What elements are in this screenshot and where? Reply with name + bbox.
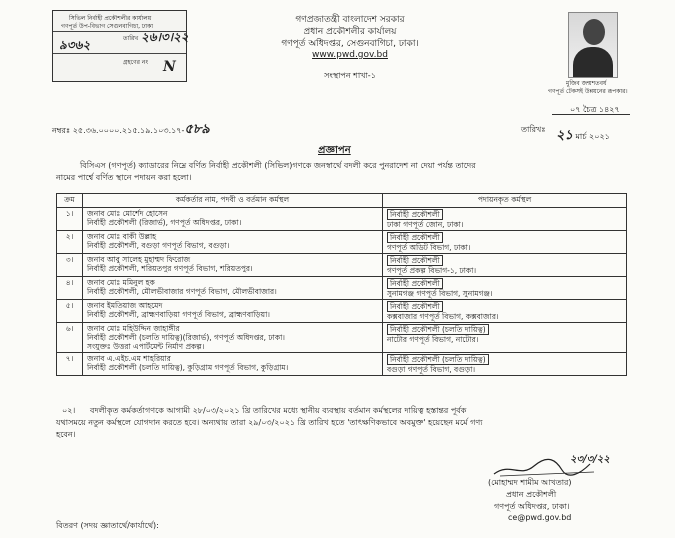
posting-place: কক্সবাজার গণপূর্ত বিভাগ, কক্সবাজার। xyxy=(387,312,499,321)
stamp-receipt-label: গ্রহণের নং xyxy=(123,59,149,66)
notice-title: প্রজ্ঞাপন xyxy=(318,145,351,156)
row-officer xyxy=(83,231,383,254)
para2-line2: যথাসময়ে নতুন কর্মস্থলে যোগদান করতে হবে। অন্যথায় তারা ২৯/০৩/২০২১ খ্রি তারিখ হতে 'তাৎক্ষণিকভাবে অবমুক্ত' হয়েছেন মর্মে গণ্য xyxy=(56,418,483,427)
posting-place: গণপূর্ত অডিট বিভাগ, ঢাকা। xyxy=(387,243,471,252)
row-officer xyxy=(83,300,383,323)
header-section: সংস্থাপন শাখা-১ xyxy=(324,71,376,80)
table-row xyxy=(57,254,627,277)
officer-name: জনাব ইমতিয়াজ আহমেদ xyxy=(87,301,163,310)
date-english: ২১ মার্চ ২০২১ xyxy=(556,128,610,143)
row-sl: ৪। xyxy=(57,277,83,300)
distribution-label: বিতরণ (সদয় জ্ঞাতার্থে/কার্যার্থে): xyxy=(56,521,159,530)
posting-place: ঢাকা গণপূর্ত জোন, ঢাকা। xyxy=(387,220,464,229)
row-officer xyxy=(83,208,383,231)
row-sl: ১। xyxy=(57,208,83,231)
col-header-posting: পদায়নকৃত কর্মস্থল xyxy=(383,194,627,208)
officer-name: জনাব মোঃ মোর্শেদ হোসেন xyxy=(87,209,168,218)
row-posting xyxy=(383,353,627,376)
row-posting xyxy=(383,323,627,353)
header-office: প্রধান প্রকৌশলীর কার্যালয় xyxy=(303,27,397,37)
row-posting xyxy=(383,208,627,231)
table-row xyxy=(57,353,627,376)
intro-line2: নামের পার্শ্বে বর্ণিত স্থানে পদায়ন করা হলো। xyxy=(56,173,192,182)
posting-place: সুনামগঞ্জ গণপূর্ত বিভাগ, সুনামগঞ্জ। xyxy=(387,289,493,298)
receipt-stamp xyxy=(52,10,187,82)
officer-name: জনাব এ.এইচ.এম শাহরিয়ার xyxy=(87,354,171,363)
header-website: www.pwd.gov.bd xyxy=(312,50,388,60)
row-posting xyxy=(383,300,627,323)
signature-date: ২৩/৩/২২ xyxy=(570,454,610,465)
row-posting xyxy=(383,231,627,254)
row-officer xyxy=(83,323,383,353)
officer-current-post: নির্বাহী প্রকৌশলী, শরিয়তপুর গণপূর্ত বিভাগ, শরিয়তপুর। xyxy=(87,264,253,273)
officer-current-post: নির্বাহী প্রকৌশলী (চলতি দায়িত্ব), কুড়িগ্রাম গণপূর্ত বিভাগ, কুড়িগ্রাম। xyxy=(87,363,289,372)
row-sl: ৬। xyxy=(57,323,83,353)
table-row xyxy=(57,208,627,231)
table-row xyxy=(57,277,627,300)
transfer-table xyxy=(56,193,627,376)
officer-name: জনাব মোঃ মমিনুল হক xyxy=(87,278,155,287)
para2-line1: বদলীকৃত কর্মকর্তাগণকে আগামী ২৮/০৩/২০২১ খ্রি তারিখের মধ্যে স্থানীয় ব্যবস্থায় বর্তমান কর্মস্থলের দায়িত্ব হস্তান্তর পূর্বক xyxy=(90,406,467,415)
row-sl: ৩। xyxy=(57,254,83,277)
header-govt: গণপ্রজাতন্ত্রী বাংলাদেশ সরকার xyxy=(295,15,405,25)
row-sl: ৫। xyxy=(57,300,83,323)
signatory-email: ce@pwd.gov.bd xyxy=(508,513,572,522)
stamp-office-line1: সিভিল নির্বাহী প্রকৌশলীর কার্যালয় xyxy=(69,15,152,22)
posting-title: নির্বাহী প্রকৌশলী (চলতি দায়িত্ব) xyxy=(387,324,489,335)
posting-title: নির্বাহী প্রকৌশলী xyxy=(387,301,443,312)
row-officer xyxy=(83,353,383,376)
officer-current-post: নির্বাহী প্রকৌশলী (রিজার্ভ), গণপূর্ত অধিদপ্তর, ঢাকা। xyxy=(87,218,242,227)
emblem-caption2: গণপূর্ত টেকসই উন্নয়নের রূপকার। xyxy=(548,88,628,95)
header-address: গণপূর্ত অধিদপ্তর, সেগুনবাগিচা, ঢাকা। xyxy=(281,39,419,49)
officer-current-post: নির্বাহী প্রকৌশলী, ব্রাহ্মণবাড়িয়া গণপূর্ত বিভাগ, ব্রাহ্মণবাড়িয়া। xyxy=(87,310,270,319)
table-header-row xyxy=(57,194,627,208)
officer-current-post: নির্বাহী প্রকৌশলী, মৌলভীবাজার গণপূর্ত বিভাগ, মৌলভীবাজার। xyxy=(87,287,277,296)
row-sl: ২। xyxy=(57,231,83,254)
date-label: তারিখঃ xyxy=(521,125,546,134)
posting-place: নাটোর গণপূর্ত বিভাগ, নাটোর। xyxy=(387,335,479,344)
table-row xyxy=(57,231,627,254)
officer-attachment: সংযুক্তঃ উত্তরা এপার্টমেন্ট নির্মাণ প্রকল্প। xyxy=(87,342,205,351)
table-row xyxy=(57,300,627,323)
para2-num: ০২। xyxy=(62,406,76,415)
col-header-sl: ক্রম xyxy=(57,194,83,208)
signatory-name: (মোহাম্মদ শামীম আখতার) xyxy=(488,478,572,487)
ref-number: নম্বরঃ ২৫.৩৬.০০০০.২১৫.১৯.১০৩.১৭-৫৮৯ xyxy=(52,122,210,137)
para2-line3: হবেন। xyxy=(56,430,76,439)
date-bangla: ০৭ চৈত্র ১৪২৭ xyxy=(570,105,620,114)
posting-place: বগুড়া গণপূর্ত বিভাগ, বগুড়া। xyxy=(387,365,476,374)
posting-title: নির্বাহী প্রকৌশলী xyxy=(387,278,443,289)
col-header-officer: কর্মকর্তার নাম, পদবী ও বর্তমান কর্মস্থল xyxy=(83,194,383,208)
posting-title: নির্বাহী প্রকৌশলী xyxy=(387,255,443,266)
intro-line1: বিসিএস (গণপূর্ত) ক্যাডারের নিম্নে বর্ণিত নির্বাহী প্রকৌশলী (সিভিল)গণকে জনস্বার্থে বদলী করে পুনরাদেশ না দেয়া পর্যন্ত তাদের xyxy=(80,161,476,170)
posting-title: নির্বাহী প্রকৌশলী (চলতি দায়িত্ব) xyxy=(387,354,489,365)
stamp-number: ৯৩৬২ xyxy=(59,38,91,52)
stamp-mark: N xyxy=(163,59,176,75)
signatory-office: গণপূর্ত অধিদপ্তর, ঢাকা। xyxy=(494,502,570,511)
mujib-portrait-icon xyxy=(568,12,618,78)
stamp-date: ২৬।৩।২২ xyxy=(141,30,189,44)
posting-place: গণপূর্ত প্রকল্প বিভাগ-১, ঢাকা। xyxy=(387,266,476,275)
row-officer xyxy=(83,277,383,300)
officer-current-post: নির্বাহী প্রকৌশলী, বগুড়া গণপূর্ত বিভাগ, বগুড়া। xyxy=(87,241,230,250)
officer-current-post: নির্বাহী প্রকৌশলী (চলতি দায়িত্ব)(রিজার্ভ), গণপূর্ত অধিদপ্তর, ঢাকা। xyxy=(87,333,285,342)
officer-name: জনাব মোঃ মহিউদ্দিন জাহাঙ্গীর xyxy=(87,324,180,333)
row-sl: ৭। xyxy=(57,353,83,376)
signatory-designation: প্রধান প্রকৌশলী xyxy=(506,490,557,499)
table-row xyxy=(57,323,627,353)
posting-title: নির্বাহী প্রকৌশলী xyxy=(387,232,443,243)
officer-name: জনাব মোঃ বাকী উল্লাহ xyxy=(87,232,157,241)
stamp-office-line2: গণপূর্ত উপ-বিভাগ সেগুনবাগিচা, ঢাকা xyxy=(61,23,153,30)
emblem-caption1: মুজিব জন্মশতবর্ষ xyxy=(566,80,607,87)
row-officer xyxy=(83,254,383,277)
officer-name: জনাব আবু সালেহ মুহাম্মদ ফিরোজ xyxy=(87,255,191,264)
posting-title: নির্বাহী প্রকৌশলী xyxy=(387,209,443,220)
row-posting xyxy=(383,277,627,300)
stamp-date-label: তারিখ xyxy=(123,35,139,42)
row-posting xyxy=(383,254,627,277)
